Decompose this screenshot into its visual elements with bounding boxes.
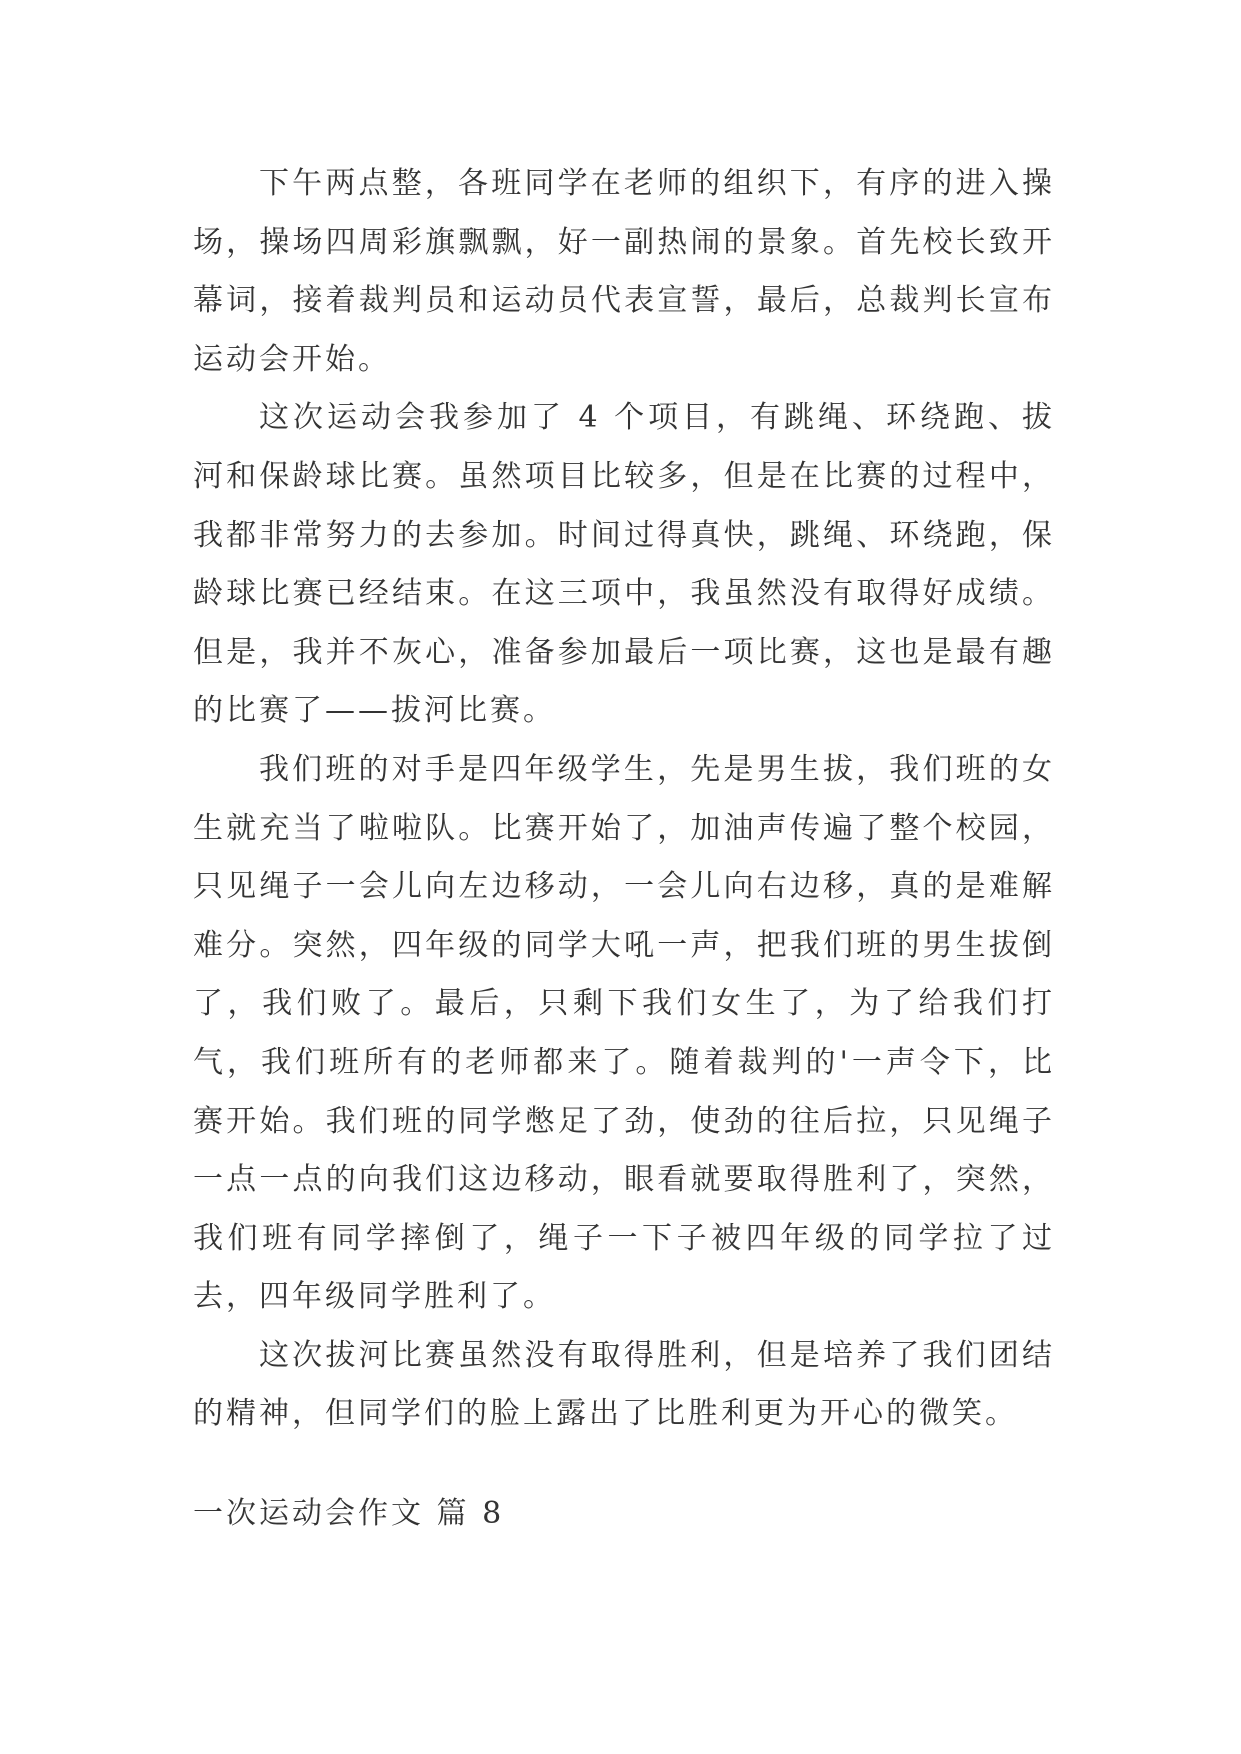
paragraph-conclusion: 这次拔河比赛虽然没有取得胜利，但是培养了我们团结的精神，但同学们的脸上露出了比胜利更为开心的微笑。 [193, 1337, 1055, 1432]
paragraph-opening-ceremony: 下午两点整，各班同学在老师的组织下，有序的进入操场，操场四周彩旗飘飘，好一副热闹的景象。首先校长致开幕词，接着裁判员和运动员代表宣誓，最后，总裁判长宣布运动会开始。 [193, 166, 1055, 377]
section-heading: 一次运动会作文 篇 8 [193, 1496, 505, 1531]
paragraph-events: 这次运动会我参加了 4 个项目，有跳绳、环绕跑、拔河和保龄球比赛。虽然项目比较多，但是在比赛的过程中，我都非常努力的去参加。时间过得真快，跳绳、环绕跑，保龄球比赛已经结束。在这三项中，我虽然没有取得好成绩。但是，我并不灰心，准备参加最后一项比赛，这也是最有趣的比赛了——拔河比赛。 [193, 400, 1055, 729]
paragraph-tug-of-war: 我们班的对手是四年级学生，先是男生拔，我们班的女生就充当了啦啦队。比赛开始了，加油声传遍了整个校园，只见绳子一会儿向左边移动，一会儿向右边移，真的是难解难分。突然，四年级的同学大吼一声，把我们班的男生拔倒了，我们败了。最后，只剩下我们女生了，为了给我们打气，我们班所有的老师都来了。随着裁判的'一声令下，比赛开始。我们班的同学憋足了劲，使劲的往后拉，只见绳子一点一点的向我们这边移动，眼看就要取得胜利了，突然，我们班有同学摔倒了，绳子一下子被四年级的同学拉了过去，四年级同学胜利了。 [193, 751, 1055, 1315]
essay-body [193, 155, 1055, 1444]
